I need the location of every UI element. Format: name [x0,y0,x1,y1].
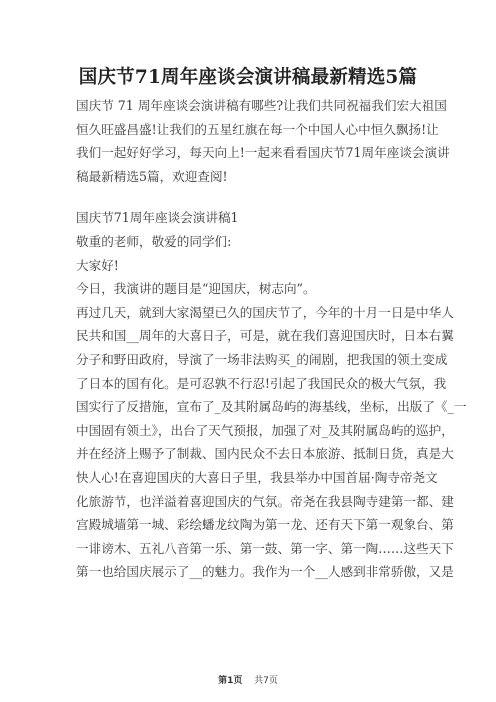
speech-line: 宫殿城墙第一城、彩绘蟠龙纹陶为第一龙、还有天下第一观象台、第 [76,517,454,533]
intro-line: 稿最新精选5篇，欢迎查阅! [76,168,228,184]
page-footer [0,673,496,686]
speech-line: 敬重的老师，敬爱的同学们: [76,234,232,249]
speech-line: 了日本的国有化。是可忍孰不行忍!引起了我国民众的极大气氛，我 [76,375,447,391]
intro-line: 我们一起好好学习，每天向上!一起来看看国庆节71周年座谈会演讲 [76,145,450,161]
document-title: 国庆节71周年座谈会演讲稿最新精选5篇 [78,67,418,88]
speech-line: 化旅游节，也洋溢着喜迎国庆的气氛。帝尧在我县陶寺建第一都、建 [76,493,454,509]
speech-line: 再过几天，就到大家渴望已久的国庆节了，今年的十月一日是中华人 [76,304,454,320]
page-total: 共7页 [254,676,278,686]
speech-line: 今日，我演讲的题目是“迎国庆，树志向”。 [76,281,316,297]
speech-body [76,230,467,584]
speech-line: 一诽谤木、五礼八音第一乐、第一鼓、第一字、第一陶……这些天下 [76,540,454,556]
speech-heading [76,206,426,230]
speech-heading-text: 国庆节71周年座谈会演讲稿1 [76,210,239,225]
speech-line: 快人心!在喜迎国庆的大喜日子里，我县举办中国首届·陶寺帝尧文 [76,469,438,485]
page-number: 第1页 [218,676,243,686]
speech-line: 中国固有领土》，出台了天气预报，加强了对_及其附属岛屿的巡护， [76,422,454,438]
speech-line: 大家好! [76,257,119,273]
speech-line: 并在经济上赐予了制裁、国内民众不去日本旅游、抵制日货，真是大 [76,446,454,462]
speech-line: 分子和野田政府，导演了一场非法购买_的闹剧，把我国的领土变成 [76,351,448,367]
speech-line: 第一也给国庆展示了__的魅力。我作为一个__人感到非常骄傲，又是 [76,564,454,580]
intro-paragraph [76,94,450,188]
intro-line: 国庆节 71 周年座谈会演讲稿有哪些?让我们共同祝福我们宏大祖国 [76,98,447,113]
intro-line: 恒久旺盛昌盛!让我们的五星红旗在每一个中国人心中恒久飘扬!让 [76,121,439,137]
speech-line: 民共和国__周年的大喜日子，可是，就在我们喜迎国庆时，日本右翼 [76,328,454,344]
speech-line: 国实行了反措施，宣布了_及其附属岛屿的海基线，坐标，出版了《_一 [76,399,467,415]
